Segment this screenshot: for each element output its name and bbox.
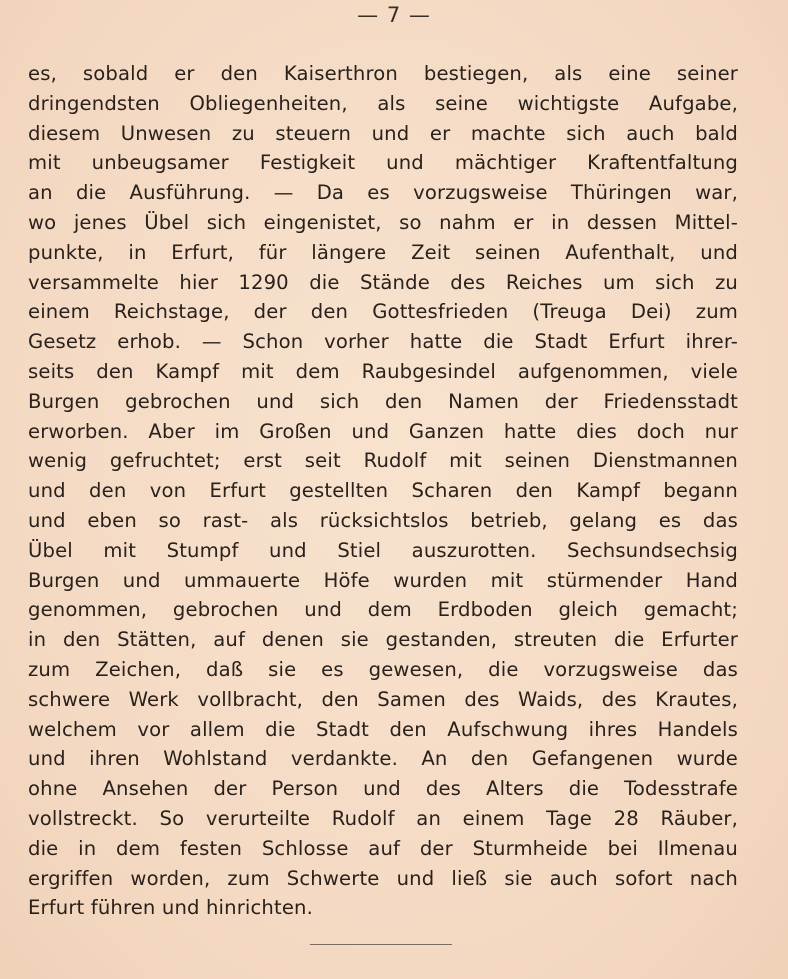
body-text <box>28 59 738 923</box>
text-line: und den von Erfurt gestellten Scharen den Kampf begann <box>28 479 738 503</box>
text-line: erworben. Aber im Großen und Ganzen hatte dies doch nur <box>28 419 738 443</box>
text-line: mit unbeugsamer Festigkeit und mächtiger Kraftentfaltung <box>28 151 738 175</box>
text-line: an die Ausführung. — Da es vorzugsweise Thüringen war, <box>28 181 738 205</box>
text-line: welchem vor allem die Stadt den Aufschwung ihres Handels <box>28 717 738 741</box>
text-line: in den Stätten, auf denen sie gestanden, streuten die Erfurter <box>28 628 738 652</box>
text-line: seits den Kampf mit dem Raubgesindel aufgenommen, viele <box>28 359 738 383</box>
text-line: zum Zeichen, daß sie es gewesen, die vorzugsweise das <box>28 657 738 681</box>
text-line: diesem Unwesen zu steuern und er machte sich auch bald <box>28 121 738 145</box>
text-line: ohne Ansehen der Person und des Alters die Todesstrafe <box>28 777 738 801</box>
text-line: die in dem festen Schlosse auf der Sturmheide bei Ilmenau <box>28 836 738 860</box>
page-number: — 7 — <box>357 3 431 27</box>
text-line: Burgen gebrochen und sich den Namen der Friedensstadt <box>28 389 738 413</box>
text-line: Erfurt führen und hinrichten. <box>28 896 313 920</box>
text-line: Übel mit Stumpf und Stiel auszurotten. Sechsundsechsig <box>28 538 738 562</box>
text-line: Gesetz erhob. — Schon vorher hatte die Stadt Erfurt ihrer- <box>28 330 738 354</box>
text-line: und eben so rast- als rücksichtslos betrieb, gelang es das <box>28 508 738 532</box>
text-line: wenig gefruchtet; erst seit Rudolf mit seinen Dienstmannen <box>28 449 738 473</box>
text-line: dringendsten Obliegenheiten, als seine wichtigste Aufgabe, <box>28 91 738 115</box>
text-line: wo jenes Übel sich eingenistet, so nahm er in dessen Mittel- <box>28 210 738 234</box>
text-line: einem Reichstage, der den Gottesfrieden (Treuga Dei) zum <box>28 300 738 324</box>
text-line: und ihren Wohlstand verdankte. An den Gefangenen wurde <box>28 747 738 771</box>
text-line: Burgen und ummauerte Höfe wurden mit stürmender Hand <box>28 568 738 592</box>
text-line: vollstreckt. So verurteilte Rudolf an einem Tage 28 Räuber, <box>28 806 738 830</box>
text-line: versammelte hier 1290 die Stände des Reiches um sich zu <box>28 270 738 294</box>
text-line: ergriffen worden, zum Schwerte und ließ sie auch sofort nach <box>28 866 738 890</box>
text-line: schwere Werk vollbracht, den Samen des Waids, des Krautes, <box>28 687 738 711</box>
footer-rule <box>310 944 452 945</box>
text-line: punkte, in Erfurt, für längere Zeit seinen Aufenthalt, und <box>28 240 738 264</box>
text-line: es, sobald er den Kaiserthron bestiegen, als eine seiner <box>28 62 738 85</box>
text-line: genommen, gebrochen und dem Erdboden gleich gemacht; <box>28 598 738 622</box>
